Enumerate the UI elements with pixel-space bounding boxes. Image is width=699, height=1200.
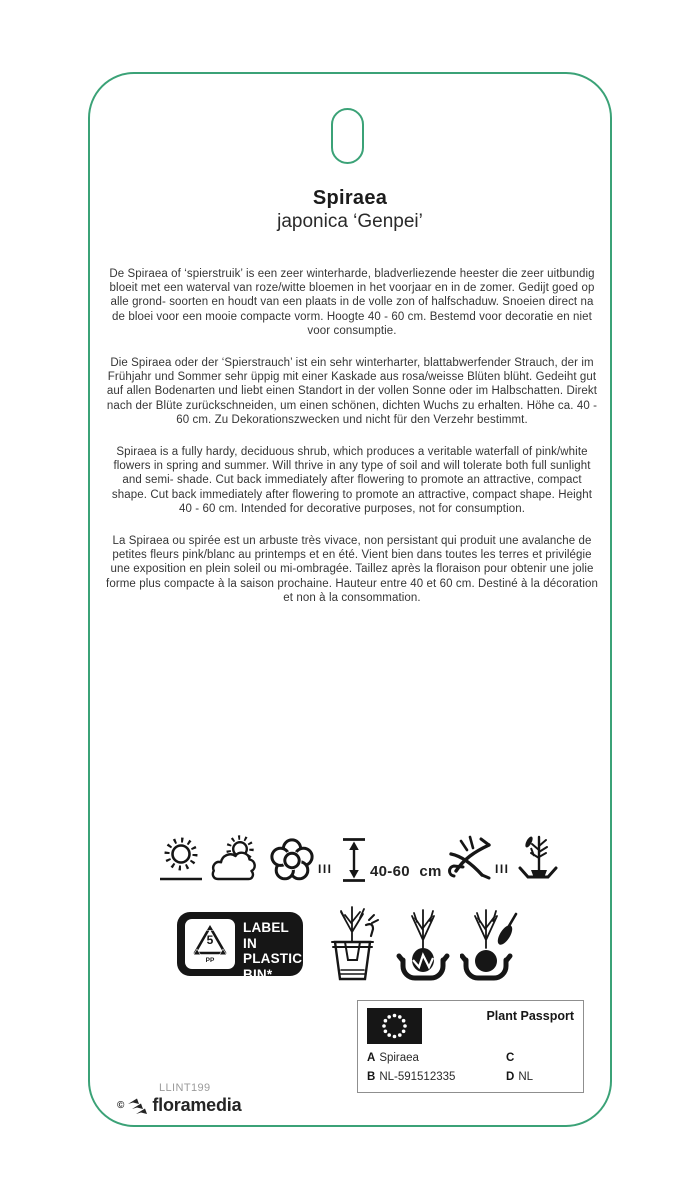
- passport-d-value: NL: [518, 1071, 534, 1083]
- passport-field-b: B NL-591512335: [367, 1071, 456, 1083]
- copyright-mark: ©: [117, 1100, 125, 1111]
- full-sun-icon: [158, 834, 204, 884]
- flowering-level-marks: III: [318, 862, 333, 876]
- planted-cutting-icon: [517, 832, 559, 884]
- recycling-material: PP: [205, 957, 215, 964]
- description-block: [104, 267, 600, 623]
- eu-flag-icon: [367, 1008, 422, 1044]
- rootball-in-hole-icon: [396, 904, 450, 988]
- plant-label-card: [88, 72, 612, 1127]
- passport-field-d: D NL: [506, 1071, 534, 1083]
- plant-passport-box: [357, 1000, 584, 1093]
- recycling-triangle-icon: [192, 924, 228, 958]
- description-english: Spiraea is a fully hardy, deciduous shrub, which produces a veritable waterfall of pink/white flowers in spring and summer. Will thrive in any type of soil and will tolerate both full sunlight and semi- shade. Cut back immediately after flowering to promote an attractive, compact shape. Cut back immediately after flowering to promote an attractive, compact shape. Height 40 - 60 cm. Intended for decorative purposes, not for consumption.: [111, 446, 593, 515]
- height-range-icon: [341, 836, 367, 884]
- passport-b-value: NL-591512335: [379, 1071, 456, 1083]
- passport-field-c: C: [506, 1052, 515, 1064]
- floramedia-leaves-icon: [127, 1098, 149, 1114]
- recycling-number: 5: [206, 933, 214, 947]
- brand-name: floramedia: [152, 1095, 242, 1115]
- pruning-shears-icon: [442, 834, 494, 884]
- label-in-plastic-bin-badge: [177, 912, 303, 982]
- pruning-level-marks: III: [495, 862, 510, 876]
- description-dutch: De Spiraea of ‘spierstruik’ is een zeer winterharde, bladverliezende heester die zeer uitbundig bloeit met een waterval van roze/witte bloemen in het voorjaar en in de zomer. Gedijt goed op alle grond- soorten en houdt van een plaats in de volle zon of halfschaduw. Snoeien direct na de bloei voor een mooie compacte vorm. Hoogte 40 - 60 cm. Bestemd voor decoratie en niet voor consumptie.: [109, 268, 595, 337]
- partial-shade-icon: [210, 834, 256, 884]
- description-german: Die Spiraea oder der ‘Spierstrauch’ ist ein sehr winterharter, blattabwerfender Strauch, der im Frühjahr und Sommer sehr üppig mit einer Kaskade aus rosa/weisse Blüten blüht. Gedeiht gut auf allen Bodenarten und liebt einen Standort in der vollen Sonne oder im Halbschatten. Direkt nach der Blüte zurückschneiden, um einen schönen, dichten Wuchs zu erhalten. Höhe ca. 40 - 60 cm. Zu Dekorationszwecken und nicht für den Verzehr bestimmt.: [106, 357, 598, 426]
- passport-title: Plant Passport: [486, 1009, 574, 1023]
- soak-plant-in-bucket-icon: [323, 902, 381, 986]
- flower-icon: [268, 836, 316, 884]
- plant-genus-title: Spiraea: [312, 187, 388, 209]
- recycle-instruction-text: LABEL IN PLASTIC BIN*: [243, 920, 303, 982]
- height-range-text: 40-60 cm: [370, 863, 442, 880]
- care-icons-row: [90, 832, 614, 888]
- passport-field-a: A Spiraea: [367, 1052, 419, 1064]
- hanger-hole: [331, 108, 364, 164]
- passport-a-value: Spiraea: [379, 1052, 419, 1064]
- floramedia-logo: [117, 1095, 241, 1116]
- label-print-code: LLINT199: [159, 1082, 211, 1094]
- plant-cultivar-subtitle: japonica ‘Genpei’: [277, 211, 423, 232]
- description-french: La Spiraea ou spirée est un arbuste très vivace, non persistant qui produit une avalanche de petites fleurs pink/blanc au printemps et en été. Vient bien dans toutes les terres et privilégie une exposition en plein soleil ou mi-ombragée. Taillez après la floraison pour obtenir une jolie forme plus compacte à la saison prochaine. Hauteur entre 40 et 60 cm. Destiné à la décoration et non à la consommation.: [106, 535, 598, 604]
- recycling-code-panel: [185, 919, 235, 969]
- plant-with-trowel-icon: [460, 902, 524, 988]
